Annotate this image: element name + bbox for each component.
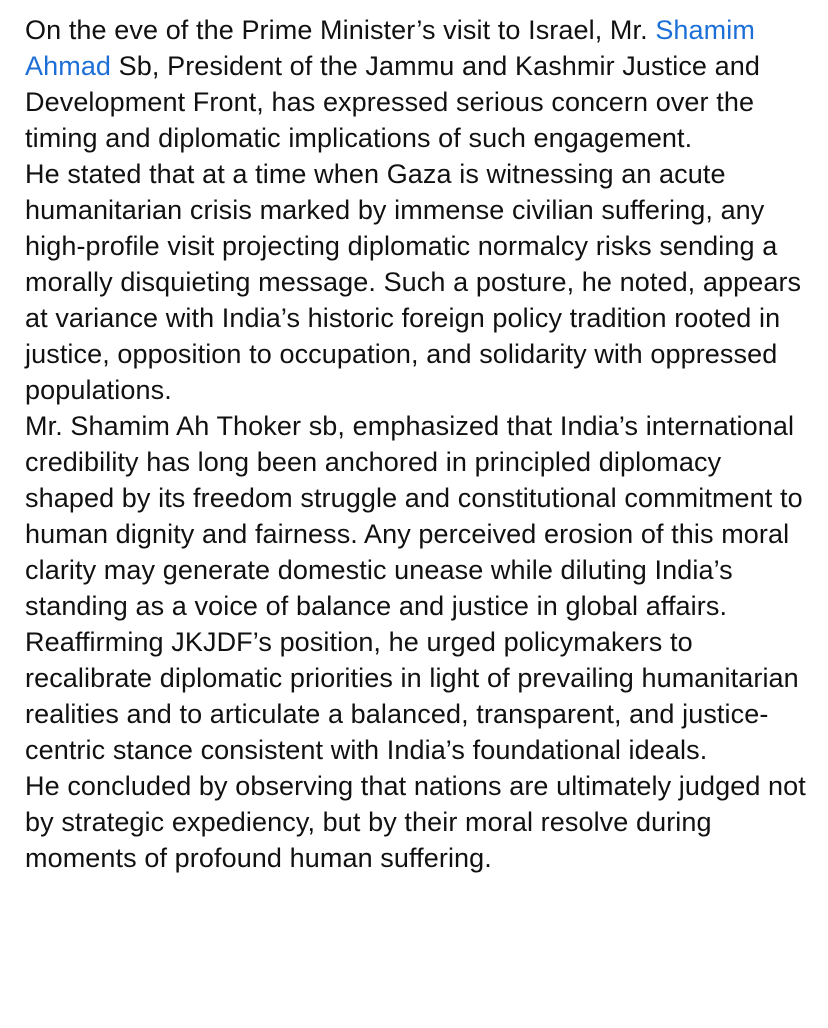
paragraph-intro <box>25 12 815 156</box>
paragraph-intro-lead: On the eve of the Prime Minister’s visit to Israel, Mr. <box>25 15 656 45</box>
mention-link[interactable]: Shamim Ahmad <box>25 15 755 81</box>
paragraph-credibility: Mr. Shamim Ah Thoker sb, emphasized that India’s international credibility has long been anchored in principled diplomacy shaped by its freedom struggle and constitutional commitment to human dignity and fairness. Any perceived erosion of this moral clarity may generate domestic unease while diluting India’s standing as a voice of balance and justice in global affairs. <box>25 411 803 621</box>
post-body <box>25 12 815 876</box>
paragraph-intro-rest: Sb, President of the Jammu and Kashmir Justice and Development Front, has expressed serious concern over the timing and diplomatic implications of such engagement. <box>25 51 760 153</box>
paragraph-reaffirming: Reaffirming JKJDF’s position, he urged policymakers to recalibrate diplomatic priorities in light of prevailing humanitarian realities and to articulate a balanced, transparent, and justice-centric stance consistent with India’s foundational ideals. <box>25 627 799 765</box>
paragraph-gaza-crisis: He stated that at a time when Gaza is witnessing an acute humanitarian crisis marked by immense civilian suffering, any high-profile visit projecting diplomatic normalcy risks sending a morally disquieting message. Such a posture, he noted, appears at variance with India’s historic foreign policy tradition rooted in justice, opposition to occupation, and solidarity with oppressed populations. <box>25 159 802 405</box>
paragraph-conclusion: He concluded by observing that nations are ultimately judged not by strategic expediency, but by their moral resolve during moments of profound human suffering. <box>25 771 806 873</box>
